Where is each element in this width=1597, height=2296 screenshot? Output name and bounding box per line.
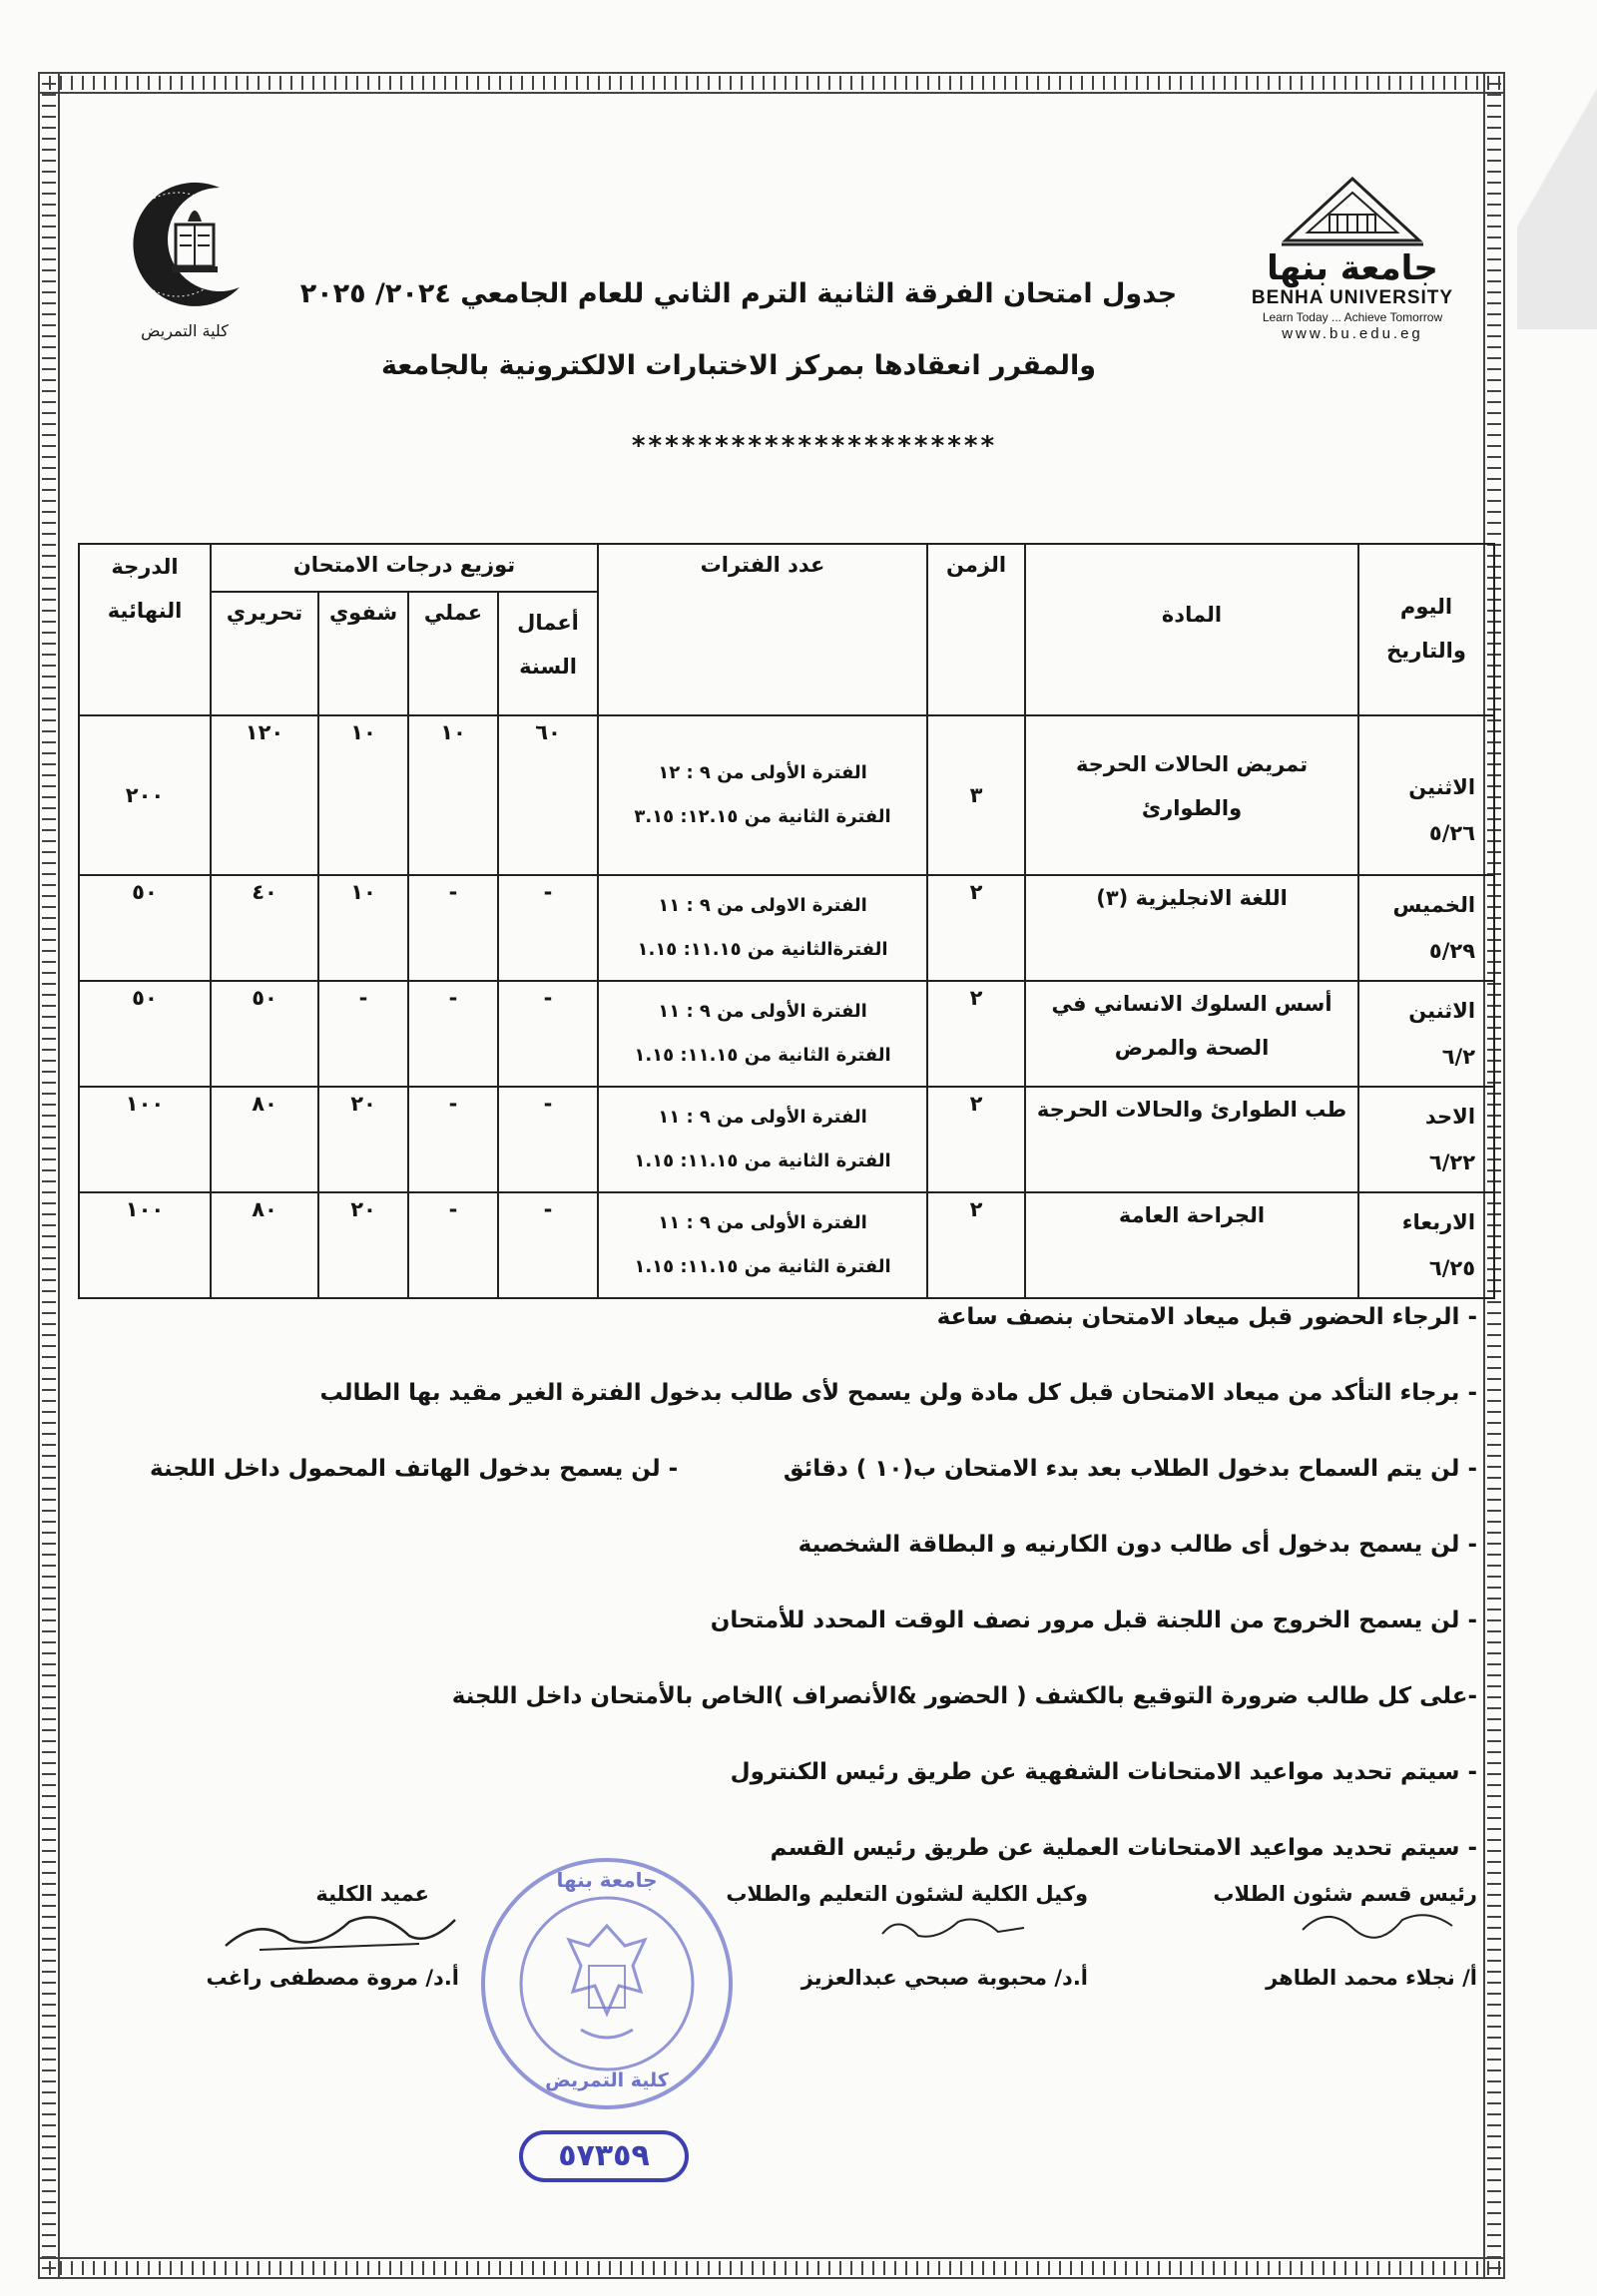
date: ٦/٢ bbox=[1441, 1045, 1476, 1069]
date: ٦/٢٢ bbox=[1428, 1150, 1476, 1174]
header-final-label-1: الدرجة bbox=[111, 555, 179, 579]
folded-corner bbox=[1517, 0, 1597, 329]
header-date-label: والتاريخ bbox=[1386, 639, 1466, 663]
header-day-date bbox=[1358, 544, 1494, 715]
signature-name: أ.د/ محبوبة صبحي عبدالعزيز bbox=[800, 1966, 1088, 1990]
date: ٥/٢٩ bbox=[1428, 939, 1476, 963]
period-1: الفترة الأولى من ٩ : ١٢ bbox=[658, 762, 867, 783]
header-duration: الزمن bbox=[927, 544, 1025, 715]
period-2: الفترة الثانية من ١١.١٥: ١.١٥ bbox=[634, 1045, 891, 1066]
period-2: الفترة الثانية من ١١.١٥: ١.١٥ bbox=[634, 1256, 891, 1277]
cell-final-grade: ٥٠ bbox=[79, 875, 211, 981]
signature-title: رئيس قسم شئون الطلاب bbox=[1213, 1882, 1477, 1906]
university-name-ar: جامعة بنها bbox=[1267, 248, 1438, 288]
cell-oral: ٢٠ bbox=[318, 1192, 408, 1298]
signature-student-affairs bbox=[1213, 1876, 1477, 1996]
handwritten-signature-icon bbox=[878, 1910, 1028, 1946]
nursing-faculty-crescent-lamp-icon bbox=[110, 170, 260, 319]
faculty-logo bbox=[100, 170, 269, 341]
cell-year-work: - bbox=[498, 981, 598, 1087]
cell-practical: - bbox=[408, 1192, 498, 1298]
cell-practical: - bbox=[408, 981, 498, 1087]
stamp-serial-number: ٥٧٣٥٩ bbox=[519, 2130, 689, 2182]
cell-periods bbox=[598, 875, 927, 981]
header-year-work-2: السنة bbox=[519, 655, 577, 679]
cell-practical: - bbox=[408, 875, 498, 981]
university-tagline: Learn Today ... Achieve Tomorrow bbox=[1262, 310, 1443, 324]
instruction-item: - سيتم تحديد مواعيد الامتحانات الشفهية عن طريق رئيس الكنترول bbox=[730, 1759, 1477, 1785]
table-row bbox=[79, 875, 1494, 981]
header-periods: عدد الفترات bbox=[598, 544, 927, 715]
cell-oral: ١٠ bbox=[318, 715, 408, 875]
decorative-border-left bbox=[38, 72, 60, 2277]
cell-practical: ١٠ bbox=[408, 715, 498, 875]
date: ٦/٢٥ bbox=[1428, 1256, 1476, 1280]
day: الاثنين bbox=[1408, 999, 1476, 1023]
exam-schedule-table bbox=[78, 543, 1495, 1299]
cell-subject bbox=[1025, 981, 1358, 1087]
table-row bbox=[79, 981, 1494, 1087]
cell-written: ٥٠ bbox=[211, 981, 318, 1087]
cell-year-work: ٦٠ bbox=[498, 715, 598, 875]
cell-subject bbox=[1025, 1087, 1358, 1192]
cell-periods bbox=[598, 1087, 927, 1192]
instruction-item: - سيتم تحديد مواعيد الامتحانات العملية عن طريق رئيس القسم bbox=[770, 1835, 1477, 1861]
instruction-item: - لن يسمح بدخول الهاتف المحمول داخل اللجنة bbox=[150, 1456, 679, 1482]
cell-duration: ٣ bbox=[927, 715, 1025, 875]
decorative-border-top bbox=[38, 72, 1505, 94]
table-row bbox=[79, 1087, 1494, 1192]
header-subject: المادة bbox=[1025, 544, 1358, 715]
cell-subject bbox=[1025, 875, 1358, 981]
subject-line-2: والطوارئ bbox=[1141, 796, 1243, 820]
handwritten-signature-icon bbox=[220, 1906, 459, 1956]
period-1: الفترة الأولى من ٩ : ١١ bbox=[658, 1107, 867, 1128]
instruction-item: -على كل طالب ضرورة التوقيع بالكشف ( الحضور &الأنصراف )الخاص بالأمتحان داخل اللجنة bbox=[451, 1683, 1477, 1709]
stamp-bottom-text: كلية التمريض bbox=[545, 2069, 669, 2091]
university-name-en: BENHA UNIVERSITY bbox=[1251, 287, 1454, 308]
instruction-item: - لن يسمح بدخول أى طالب دون الكارنيه و البطاقة الشخصية bbox=[798, 1532, 1477, 1558]
cell-final-grade: ٢٠٠ bbox=[79, 715, 211, 875]
cell-written: ١٢٠ bbox=[211, 715, 318, 875]
decorative-border-bottom bbox=[38, 2257, 1505, 2279]
handwritten-signature-icon bbox=[1298, 1900, 1457, 1940]
cell-day-date bbox=[1358, 1087, 1494, 1192]
university-logo bbox=[1233, 175, 1472, 343]
stars-separator: ********************** bbox=[630, 431, 997, 461]
signature-name: أ.د/ مروة مصطفى راغب bbox=[206, 1966, 459, 1990]
header-final-label-2: النهائية bbox=[107, 599, 183, 623]
header-day-label: اليوم bbox=[1399, 595, 1453, 619]
instruction-item: - الرجاء الحضور قبل ميعاد الامتحان بنصف ساعة bbox=[936, 1304, 1477, 1330]
benha-university-emblem-icon bbox=[1278, 175, 1427, 249]
cell-duration: ٢ bbox=[927, 1087, 1025, 1192]
cell-oral: ١٠ bbox=[318, 875, 408, 981]
cell-day-date bbox=[1358, 715, 1494, 875]
cell-final-grade: ٥٠ bbox=[79, 981, 211, 1087]
cell-periods bbox=[598, 981, 927, 1087]
subject-line-1: طب الطوارئ والحالات الحرجة bbox=[1036, 1098, 1347, 1122]
cell-final-grade: ١٠٠ bbox=[79, 1087, 211, 1192]
exam-instructions bbox=[150, 1297, 1477, 1904]
header-oral: شفوي bbox=[318, 592, 408, 715]
signatures-block bbox=[206, 1876, 1487, 2006]
table-row bbox=[79, 715, 1494, 875]
period-2: الفترة الثانية من ١٢.١٥: ٣.١٥ bbox=[634, 806, 891, 827]
cell-periods bbox=[598, 715, 927, 875]
subject-line-1: اللغة الانجليزية (٣) bbox=[1096, 886, 1288, 910]
cell-year-work: - bbox=[498, 1087, 598, 1192]
document-title: جدول امتحان الفرقة الثانية الترم الثاني للعام الجامعي ٢٠٢٤/ ٢٠٢٥ bbox=[299, 278, 1178, 309]
cell-periods bbox=[598, 1192, 927, 1298]
instruction-item: - لن يسمح الخروج من اللجنة قبل مرور نصف الوقت المحدد للأمتحان bbox=[710, 1607, 1477, 1633]
date: ٥/٢٦ bbox=[1428, 821, 1476, 845]
cell-duration: ٢ bbox=[927, 875, 1025, 981]
stamp-top-text: جامعة بنها bbox=[556, 1868, 658, 1892]
subject-line-1: تمريض الحالات الحرجة bbox=[1075, 752, 1309, 776]
cell-day-date bbox=[1358, 981, 1494, 1087]
signature-title: عميد الكلية bbox=[315, 1882, 429, 1906]
cell-duration: ٢ bbox=[927, 1192, 1025, 1298]
cell-oral: ٢٠ bbox=[318, 1087, 408, 1192]
period-1: الفترة الأولى من ٩ : ١١ bbox=[658, 1001, 867, 1022]
signature-vice-dean bbox=[726, 1876, 1088, 1996]
header-final-grade bbox=[79, 544, 211, 715]
signature-name: أ/ نجلاء محمد الطاهر bbox=[1266, 1966, 1477, 1990]
table-row bbox=[79, 1192, 1494, 1298]
cell-oral: - bbox=[318, 981, 408, 1087]
subject-line-1: أسس السلوك الانساني في bbox=[1051, 992, 1332, 1016]
cell-final-grade: ١٠٠ bbox=[79, 1192, 211, 1298]
cell-duration: ٢ bbox=[927, 981, 1025, 1087]
day: الاحد bbox=[1424, 1105, 1476, 1129]
period-2: الفترة الثانية من ١١.١٥: ١.١٥ bbox=[634, 1150, 891, 1171]
cell-written: ٨٠ bbox=[211, 1087, 318, 1192]
header-practical: عملي bbox=[408, 592, 498, 715]
cell-day-date bbox=[1358, 875, 1494, 981]
document-subtitle: والمقرر انعقادها بمركز الاختبارات الالكترونية بالجامعة bbox=[380, 350, 1097, 381]
cell-subject bbox=[1025, 1192, 1358, 1298]
subject-line-2: الصحة والمرض bbox=[1114, 1036, 1270, 1060]
document-title-block bbox=[289, 274, 1188, 386]
day: الاربعاء bbox=[1401, 1210, 1476, 1234]
header-distribution: توزيع درجات الامتحان bbox=[211, 544, 598, 592]
header-year-work bbox=[498, 592, 598, 715]
instruction-item: - برجاء التأكد من ميعاد الامتحان قبل كل مادة ولن يسمح لأى طالب بدخول الفترة الغير مقيد بها الطالب bbox=[319, 1380, 1477, 1406]
cell-written: ٤٠ bbox=[211, 875, 318, 981]
period-2: الفترةالثانية من ١١.١٥: ١.١٥ bbox=[637, 939, 888, 960]
cell-year-work: - bbox=[498, 1192, 598, 1298]
cell-subject bbox=[1025, 715, 1358, 875]
subject-line-1: الجراحة العامة bbox=[1118, 1203, 1266, 1227]
cell-year-work: - bbox=[498, 875, 598, 981]
cell-practical: - bbox=[408, 1087, 498, 1192]
day: الاثنين bbox=[1408, 775, 1476, 799]
period-1: الفترة الأولى من ٩ : ١١ bbox=[658, 1212, 867, 1233]
instruction-item: - لن يتم السماح بدخول الطلاب بعد بدء الامتحان ب(١٠ ) دقائق bbox=[783, 1456, 1477, 1482]
instruction-row bbox=[150, 1449, 1477, 1525]
signature-title: وكيل الكلية لشئون التعليم والطلاب bbox=[726, 1882, 1088, 1906]
header-year-work-1: أعمال bbox=[517, 611, 579, 635]
header-written: تحريري bbox=[211, 592, 318, 715]
period-1: الفترة الاولى من ٩ : ١١ bbox=[658, 895, 867, 916]
cell-written: ٨٠ bbox=[211, 1192, 318, 1298]
faculty-label: كلية التمريض bbox=[141, 321, 229, 340]
signature-dean bbox=[207, 1876, 459, 1996]
university-website: www.bu.edu.eg bbox=[1282, 325, 1423, 342]
cell-day-date bbox=[1358, 1192, 1494, 1298]
day: الخميس bbox=[1392, 893, 1476, 917]
